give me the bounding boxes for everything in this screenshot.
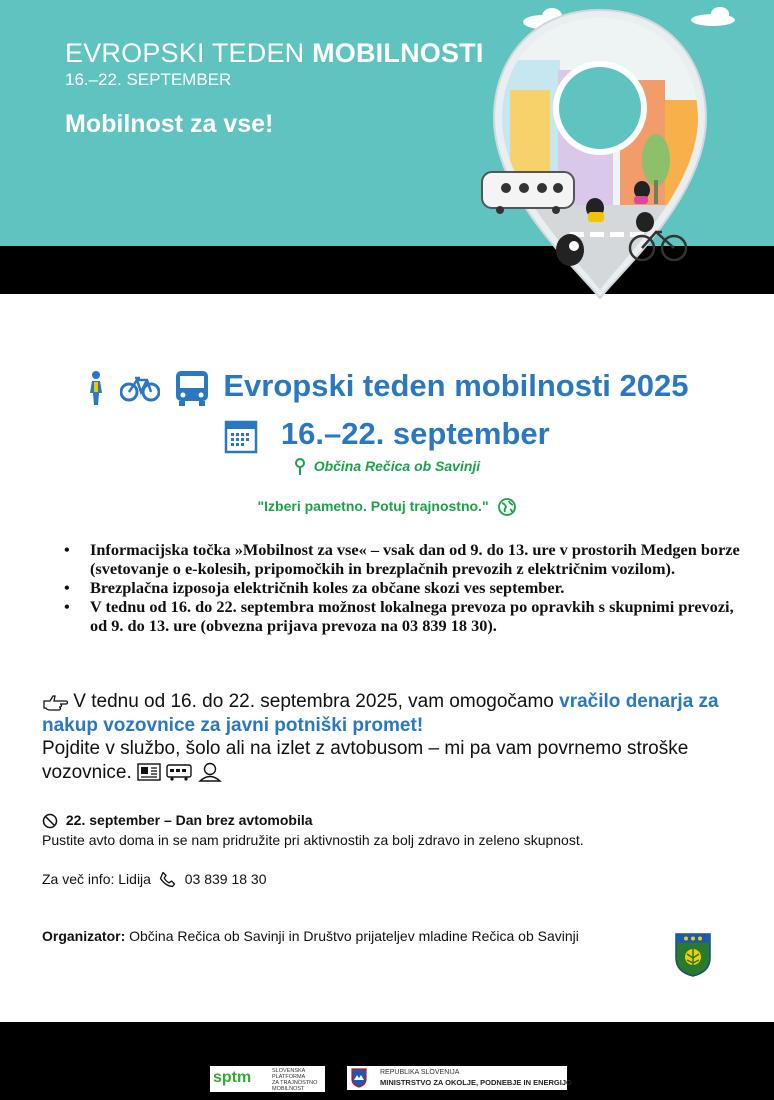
location-text: Občina Rečica ob Savinji: [313, 458, 481, 474]
municipality-crest-icon: [674, 932, 712, 978]
ticket-icon: [137, 763, 161, 781]
event-location: [0, 458, 774, 476]
banner-slogan: Mobilnost za vse!: [65, 110, 274, 138]
banner-title: EVROPSKI TEDEN MOBILNOSTI: [65, 38, 484, 68]
train-icon: [166, 763, 192, 781]
ticket-refund-paragraph: [42, 690, 742, 784]
banner-dates: 16.–22. SEPTEMBER: [65, 70, 232, 89]
bicycle-icon: [120, 374, 160, 402]
refund-line2: Pojdite v službo, šolo ali na izlet z avtobusom – mi pa vam povrnemo stroške vozovnice.: [42, 738, 689, 783]
contact-info: [42, 871, 266, 889]
pedestrian-icon: [85, 370, 107, 406]
sptm-logo-mark: sptm: [213, 1069, 252, 1086]
ministry-line-2: MINISTRSTVO ZA OKOLJE, PODNEBJE IN ENERGIJO: [380, 1078, 572, 1087]
contact-phone: 03 839 18 30: [184, 871, 267, 887]
refund-exclamation: !: [416, 714, 424, 736]
activities-list: [60, 540, 740, 635]
organizer-text: Občina Rečica ob Savinji in Društvo prijateljev mladine Rečica ob Savinji: [125, 928, 579, 944]
slovenia-crest-icon: [351, 1068, 367, 1088]
refund-lead: V tednu od 16. do 22. septembra 2025, vam omogočamo: [68, 691, 560, 712]
event-dates-heading: [0, 416, 774, 454]
event-motto: [0, 498, 774, 516]
bus-icon: [173, 369, 211, 407]
event-dates: 16.–22. september: [280, 416, 550, 451]
no-entry-icon: [42, 813, 58, 829]
main-title: [0, 368, 774, 407]
car-free-day-title: [42, 812, 313, 829]
phone-icon: [159, 871, 177, 889]
person-icon: [198, 762, 222, 782]
pointing-hand-icon: [42, 693, 68, 711]
organizer-line: [42, 928, 579, 944]
globe-icon: [498, 498, 516, 516]
ministry-line-1: REPUBLIKA SLOVENIJA: [380, 1069, 460, 1076]
sptm-logo: [210, 1066, 325, 1092]
pin-icon: [294, 458, 306, 476]
ministry-logo: [347, 1066, 572, 1090]
contact-label: Za več info: Lidija: [42, 871, 151, 887]
map-pin-illustration: [470, 0, 730, 300]
sptm-logo-text: SLOVENSKA PLATFORMA ZA TRAJNOSTNO MOBILNOST: [272, 1068, 318, 1092]
list-item: • V tednu od 16. do 22. septembra možnost lokalnega prevoza po opravkih s skupnimi prevozi, od 9. do 13. ure (obvezna prijava prevoza na 03 839 18 30).: [60, 597, 740, 635]
event-title: Evropski teden mobilnosti 2025: [223, 368, 689, 403]
car-free-description: Pustite avto doma in se nam pridružite pri aktivnostih za bolj zdravo in zeleno skupnost.: [42, 832, 584, 848]
car-free-title-text: 22. september – Dan brez avtomobila: [65, 812, 313, 828]
organizer-label: Organizator:: [42, 928, 126, 944]
calendar-icon: [224, 418, 258, 454]
motto-text: "Izberi pametno. Potuj trajnostno.": [257, 498, 489, 514]
list-item: • Brezplačna izposoja električnih koles za občane skozi ves september.: [60, 578, 740, 597]
refund-highlight: vračilo denarja za nakup vozovnice za javni potniški promet: [42, 691, 719, 736]
list-item: • Informacijska točka »Mobilnost za vse« – vsak dan od 9. do 13. ure v prostorih Medgen borze (svetovanje o e-kolesih, pripomočkih in brezplačnih prevozih z električnim vozilom).: [60, 540, 740, 578]
